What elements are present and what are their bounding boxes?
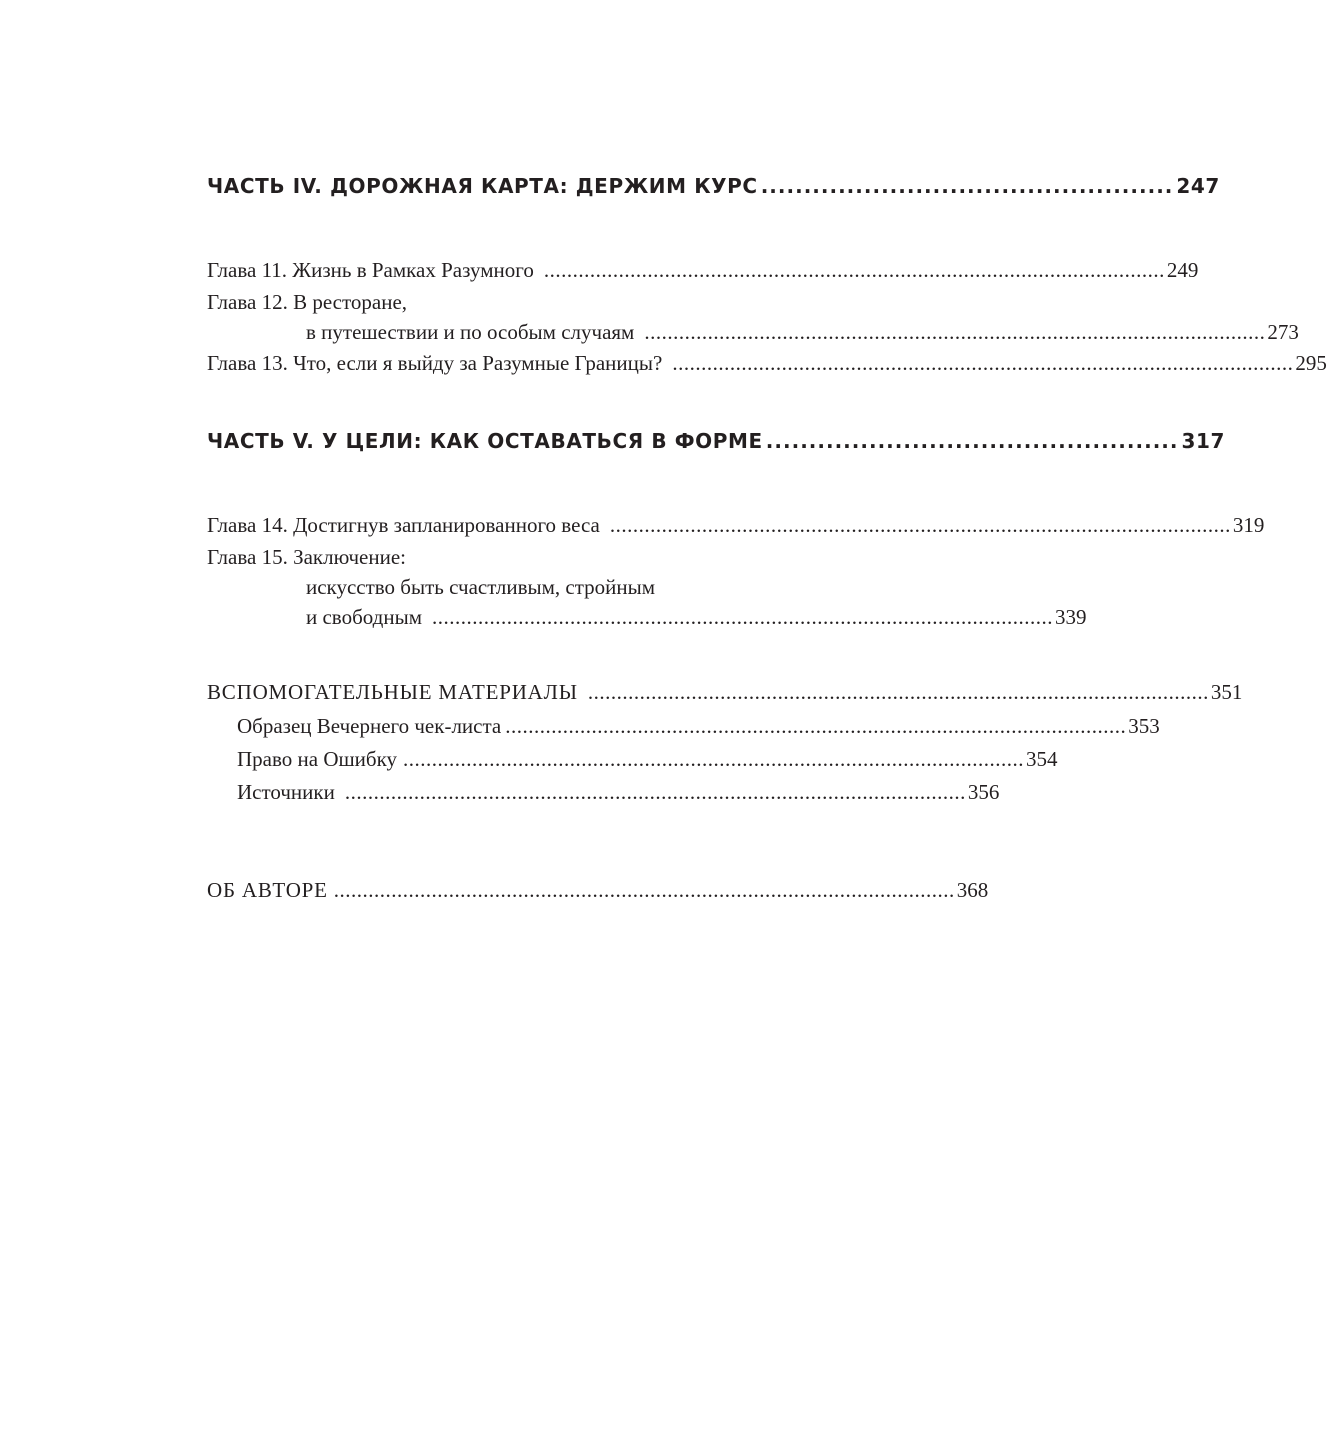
chapter-label: Глава 11. [207,258,288,282]
toc-entry-appendix-item[interactable] [207,777,1000,807]
appendix-item-page-number: 356 [967,780,1000,804]
chapter-title-line-1: Заключение: [293,545,407,569]
appendix-page-number: 351 [1210,680,1243,704]
chapter-title: Что, если я выйду за Разумные Границы? [293,351,663,375]
chapter-title-line-2: в путешествии и по особым случаям [306,320,635,344]
chapter-page-number: 339 [1054,605,1087,629]
chapter-label: Глава 12. [207,290,288,314]
dot-leader: ............................................................................................................ [431,605,1053,629]
toc-entry-chapter-13[interactable] [207,348,1327,378]
dot-leader: ............................................................................................................ [609,513,1231,537]
appendix-item-title: Источники [237,780,335,804]
dot-leader: ............................................................................................................ [344,780,966,804]
part-title: ЧАСТЬ IV. ДОРОЖНАЯ КАРТА: ДЕРЖИМ КУРС [207,174,758,198]
chapter-title: Достигнув запланированного веса [293,513,600,537]
chapter-title-line-3: и свободным [306,605,422,629]
appendix-item-page-number: 354 [1025,747,1058,771]
toc-entry-appendix-item[interactable] [207,711,1160,741]
chapter-title-line-1: В ресторане, [293,290,408,314]
dot-leader: ............................................................................................................ [402,747,1024,771]
chapter-page-number: 295 [1295,351,1327,375]
appendix-item-title: Право на Ошибку [237,747,397,771]
chapter-page-number: 273 [1267,320,1299,344]
part-title: ЧАСТЬ V. У ЦЕЛИ: КАК ОСТАВАТЬСЯ В ФОРМЕ [207,429,763,453]
dot-leader: ............................................................................................................ [333,878,955,902]
toc-entry-appendix-item[interactable] [207,744,1058,774]
dot-leader: ............................................................................................................ [543,258,1165,282]
part-page-number: 247 [1176,174,1220,198]
chapter-title-line-2: искусство быть счастливым, стройным [306,575,656,599]
about-author-title: ОБ АВТОРЕ [207,878,328,902]
dot-leader: ................................................ [765,429,1179,453]
toc-entry-chapter-15[interactable] [207,542,1087,632]
toc-entry-chapter-12[interactable] [207,287,1299,347]
dot-leader: ................................................ [760,174,1174,198]
dot-leader: ............................................................................................................ [587,680,1209,704]
toc-entry-appendix[interactable] [207,677,1243,707]
chapter-page-number: 249 [1166,258,1199,282]
appendix-item-page-number: 353 [1128,714,1160,738]
dot-leader: ............................................................................................................ [505,714,1127,738]
toc-part-4[interactable] [207,174,1220,198]
chapter-title: Жизнь в Рамках Разумного [292,258,534,282]
chapter-page-number: 319 [1232,513,1265,537]
dot-leader: ............................................................................................................ [672,351,1294,375]
dot-leader: ............................................................................................................ [644,320,1266,344]
part-page-number: 317 [1181,429,1226,453]
toc-entry-chapter-11[interactable] [207,255,1199,285]
chapter-label: Глава 13. [207,351,288,375]
chapter-label: Глава 14. [207,513,288,537]
appendix-title: ВСПОМОГАТЕЛЬНЫЕ МАТЕРИАЛЫ [207,680,578,704]
chapter-label: Глава 15. [207,545,288,569]
about-author-page-number: 368 [956,878,989,902]
appendix-item-title: Образец Вечернего чек-листа [237,714,502,738]
toc-entry-about-author[interactable] [207,875,989,905]
toc-part-5[interactable] [207,429,1226,453]
toc-entry-chapter-14[interactable] [207,510,1265,540]
